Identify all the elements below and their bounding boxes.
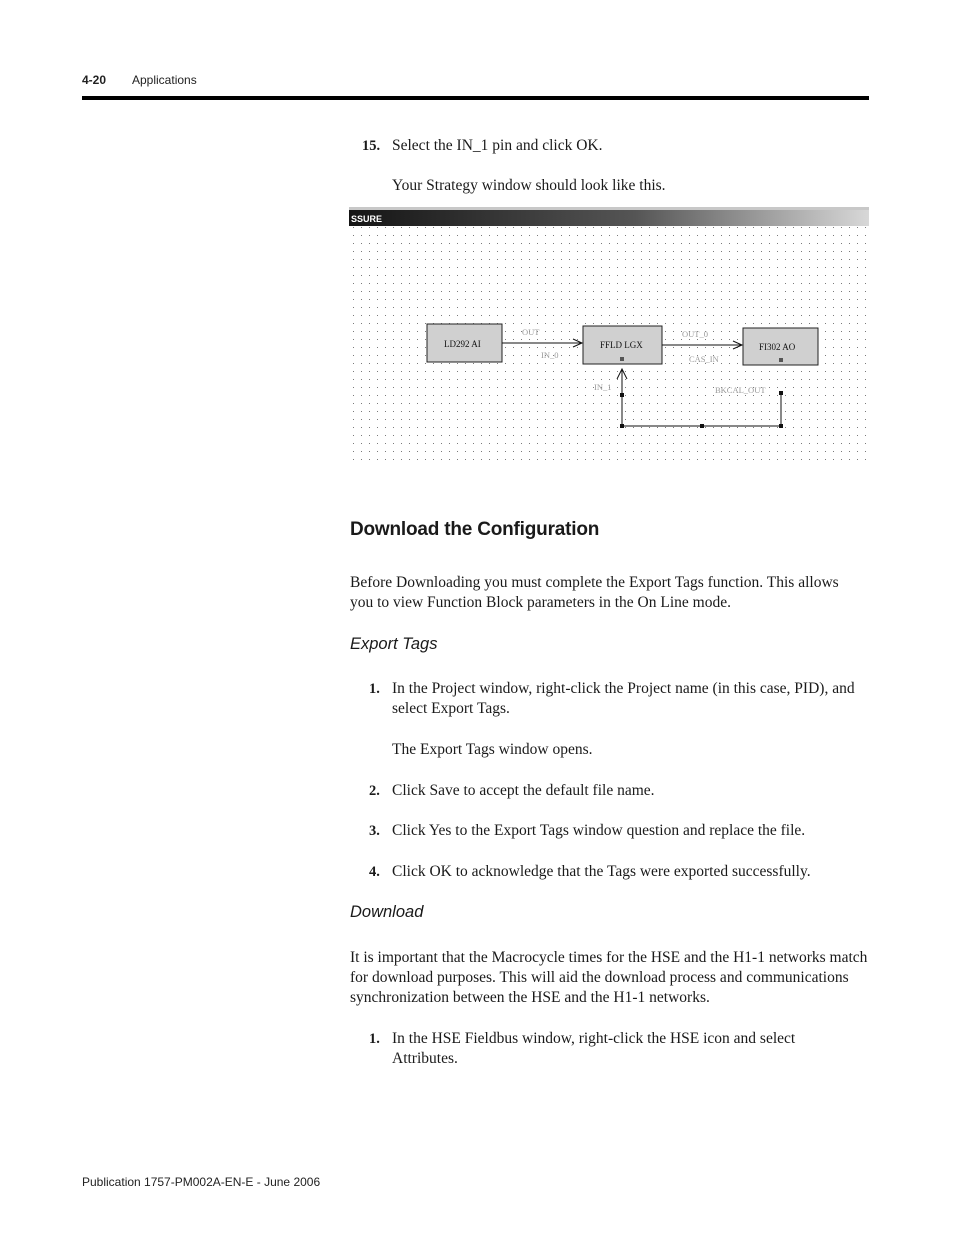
header-rule <box>82 96 869 100</box>
link-handle <box>779 391 783 395</box>
download-subheading: Download <box>350 903 424 921</box>
download-step-1-number: 1. <box>369 1031 380 1047</box>
export-step-3-text: Click Yes to the Export Tags window question and replace the file. <box>392 822 806 839</box>
pin-label-out: OUT <box>522 327 540 337</box>
block-ld292-ai-label: LD292 AI <box>444 339 481 349</box>
pin-label-in0: IN_0 <box>541 350 559 360</box>
download-intro: It is important that the Macrocycle times for the HSE and the H1-1 networks match for download purposes. This will aid the download process and communications synchronization between the HSE and the H1-1 networks. <box>350 949 868 1006</box>
running-header-section: Applications <box>132 73 197 87</box>
section-intro: Before Downloading you must complete the Export Tags function. This allows you to view Function Block parameters in the On Line mode. <box>350 574 839 611</box>
block-ffld-lgx-label: FFLD LGX <box>600 340 643 350</box>
export-tags-subheading: Export Tags <box>350 635 438 653</box>
strategy-window-figure <box>349 207 869 463</box>
block-fi302-ao-label: FI302 AO <box>759 342 796 352</box>
window-title: SSURE <box>351 214 383 224</box>
strategy-diagram <box>349 207 869 463</box>
link-handle <box>779 424 783 428</box>
export-step-1-text: In the Project window, right-click the Project name (in this case, PID), and select Export Tags. <box>392 680 855 717</box>
step-15-number: 15. <box>362 138 381 154</box>
pin-label-casin: CAS_IN <box>689 354 719 364</box>
pin-label-bkcalout: BKCAL_OUT <box>715 385 766 395</box>
page-number: 4-20 <box>82 73 107 87</box>
pin-marker <box>779 358 783 362</box>
export-step-1-note: The Export Tags window opens. <box>392 741 593 758</box>
export-step-3-number: 3. <box>369 823 380 839</box>
window-titlebar <box>349 210 869 226</box>
section-heading: Download the Configuration <box>350 519 600 540</box>
pin-label-out0: OUT_0 <box>682 329 708 339</box>
link-handle <box>700 424 704 428</box>
step-15-result: Your Strategy window should look like this. <box>392 177 666 194</box>
pin-label-in1: IN_1 <box>594 382 612 392</box>
export-step-2-number: 2. <box>369 783 380 799</box>
pin-marker <box>620 357 624 361</box>
link-handle <box>620 393 624 397</box>
export-step-1-number: 1. <box>369 681 380 697</box>
download-step-1-text: In the HSE Fieldbus window, right-click the HSE icon and select Attributes. <box>392 1030 796 1067</box>
export-step-2-text: Click Save to accept the default file name. <box>392 782 655 799</box>
publication-footer: Publication 1757-PM002A-EN-E - June 2006 <box>82 1175 321 1189</box>
link-handle <box>620 424 624 428</box>
export-step-4-text: Click OK to acknowledge that the Tags were exported successfully. <box>392 863 811 880</box>
step-15-text: Select the IN_1 pin and click OK. <box>392 137 603 154</box>
export-step-4-number: 4. <box>369 864 380 880</box>
